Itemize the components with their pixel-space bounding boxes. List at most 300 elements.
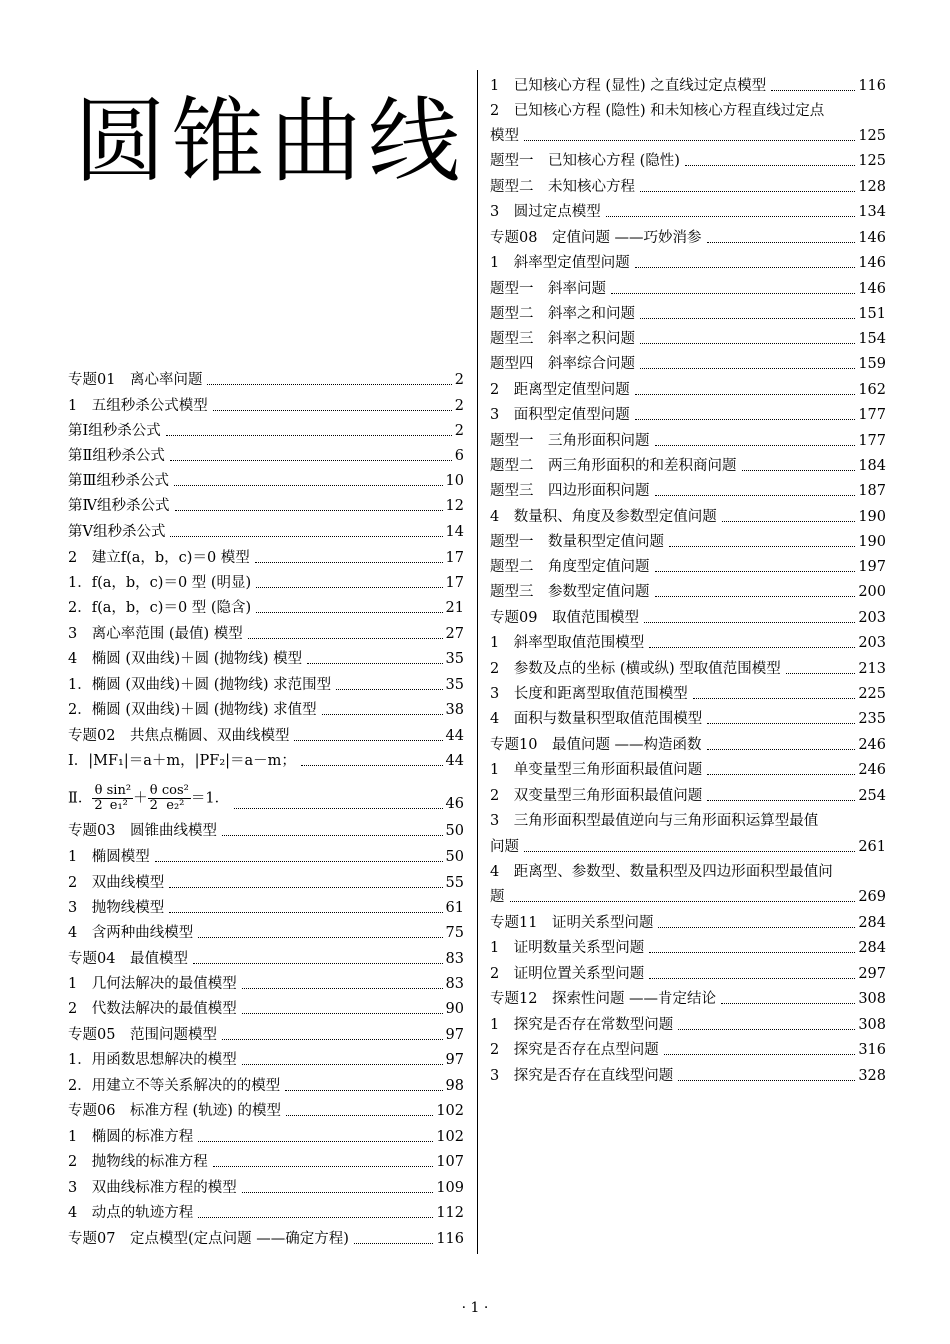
toc-page-number: 55 (445, 875, 464, 891)
dot-leader (722, 521, 856, 522)
dot-leader (655, 571, 856, 572)
toc-page-number: 112 (436, 1205, 464, 1221)
toc-entry[interactable] (490, 229, 886, 247)
toc-entry[interactable] (490, 660, 886, 678)
toc-entry[interactable] (490, 965, 886, 983)
toc-entry[interactable] (490, 863, 833, 881)
toc-entry-title: 专题12 探索性问题 ——肯定结论 (490, 991, 717, 1007)
toc-entry-title: 专题09 取值范围模型 (490, 610, 639, 626)
toc-entry[interactable] (68, 1204, 464, 1222)
toc-page-number: 38 (445, 702, 464, 718)
toc-entry-title: 专题04 最值模型 (68, 951, 188, 967)
toc-page-number: 254 (858, 788, 886, 804)
toc-entry[interactable] (490, 685, 886, 703)
toc-entry[interactable] (490, 381, 886, 399)
toc-page-number: 154 (858, 331, 886, 347)
toc-entry-title: 专题08 定值问题 ——巧妙消参 (490, 230, 702, 246)
toc-page-number: 102 (436, 1129, 464, 1145)
toc-entry[interactable] (68, 1128, 464, 1146)
dot-leader (242, 988, 443, 989)
dot-leader (707, 242, 856, 243)
toc-page-number: 35 (445, 651, 464, 667)
toc-page-number: 190 (858, 509, 886, 525)
toc-entry[interactable] (490, 939, 886, 957)
toc-entry[interactable] (490, 482, 886, 500)
toc-entry[interactable] (68, 1230, 464, 1248)
dot-leader (198, 1217, 433, 1218)
toc-entry-title: 1 单变量型三角形面积最值问题 (490, 762, 703, 778)
toc-page-number: 146 (858, 255, 886, 271)
dot-leader (166, 435, 452, 436)
toc-entry-title: 1 斜率型取值范围模型 (490, 635, 645, 651)
dot-leader (655, 495, 856, 496)
toc-entry-title: 3 圆过定点模型 (490, 204, 601, 220)
toc-entry[interactable] (68, 1000, 464, 1018)
dot-leader (693, 698, 856, 699)
toc-page-number: 162 (858, 382, 886, 398)
toc-page-number: 44 (445, 753, 464, 769)
toc-entry-title: 4 动点的轨迹方程 (68, 1205, 194, 1221)
toc-entry[interactable] (490, 254, 886, 272)
dot-leader (640, 368, 855, 369)
toc-entry[interactable] (490, 203, 886, 221)
toc-entry[interactable] (68, 523, 464, 541)
toc-page-number: 284 (858, 940, 886, 956)
toc-page-number: 177 (858, 407, 886, 423)
toc-entry-title: 题型二 角度型定值问题 (490, 559, 650, 575)
dot-leader (664, 1054, 856, 1055)
toc-entry[interactable] (68, 1077, 464, 1095)
toc-entry-title: 4 面积与数量积型取值范围模型 (490, 711, 703, 727)
toc-entry-title: 题型三 斜率之积问题 (490, 331, 635, 347)
fraction (160, 784, 191, 813)
toc-page-number: 134 (858, 204, 886, 220)
toc-entry[interactable] (490, 77, 886, 95)
toc-page-number: 316 (858, 1042, 886, 1058)
toc-entry-title: 1 几何法解决的最值模型 (68, 976, 237, 992)
toc-page-number: 6 (454, 448, 464, 464)
toc-entry[interactable] (490, 280, 886, 298)
dot-leader (222, 1039, 443, 1040)
fraction (92, 784, 104, 813)
toc-entry[interactable] (490, 609, 886, 627)
toc-page-number: 21 (445, 600, 464, 616)
toc-entry[interactable] (68, 784, 464, 813)
toc-entry-title: 2 双变量型三角形面积最值问题 (490, 788, 703, 804)
fraction (148, 784, 160, 813)
toc-entry-title: 2 证明位置关系型问题 (490, 966, 645, 982)
dot-leader (301, 765, 443, 766)
toc-entry[interactable] (68, 874, 464, 892)
toc-entry[interactable] (68, 975, 464, 993)
toc-entry[interactable] (68, 1179, 464, 1197)
toc-entry[interactable] (490, 178, 886, 196)
toc-entry-title: 模型 (490, 128, 519, 144)
dot-leader (198, 1141, 433, 1142)
toc-entry[interactable] (490, 761, 886, 779)
toc-page-number: 203 (858, 610, 886, 626)
dot-leader (354, 1243, 433, 1244)
toc-entry-title: 题型二 两三角形面积的和差积商问题 (490, 458, 737, 474)
toc-entry[interactable] (68, 727, 464, 745)
toc-page-number: 146 (858, 281, 886, 297)
toc-page-number: 187 (858, 483, 886, 499)
fraction (105, 784, 133, 813)
toc-page-number: 50 (445, 823, 464, 839)
dot-leader (635, 267, 856, 268)
dot-leader (169, 887, 442, 888)
dot-leader (242, 1192, 434, 1193)
toc-page-number: 61 (445, 900, 464, 916)
toc-entry-title: 题 (490, 889, 505, 905)
dot-leader (658, 927, 855, 928)
toc-entry-title: 3 双曲线标准方程的模型 (68, 1180, 237, 1196)
dot-leader (256, 612, 442, 613)
dot-leader (193, 963, 443, 964)
toc-entry[interactable] (490, 457, 886, 475)
toc-entry[interactable] (490, 634, 886, 652)
toc-entry-title: 题型四 斜率综合问题 (490, 356, 635, 372)
toc-entry-title: Ⅱ． $\frac{\theta}{2}$ $\frac{\text{sin²}}{\text{e₁²}}$ ＋ $\frac{\theta}{2}$ $\frac{\text{cos²}}{\text{e₂²}}$ ＝1． (68, 783, 230, 813)
dot-leader (242, 1013, 443, 1014)
toc-entry-title: 专题05 范围问题模型 (68, 1027, 217, 1043)
toc-page-number: 98 (445, 1078, 464, 1094)
dot-leader (640, 318, 855, 319)
toc-page-number: 109 (436, 1180, 464, 1196)
toc-page-number: 328 (858, 1068, 886, 1084)
toc-page-number: 2 (454, 398, 464, 414)
toc-entry[interactable] (490, 1041, 886, 1059)
toc-page-number: 97 (445, 1027, 464, 1043)
toc-entry[interactable] (68, 676, 464, 694)
toc-entry[interactable] (68, 472, 464, 490)
toc-page-number: 17 (445, 575, 464, 591)
toc-entry[interactable] (68, 752, 464, 770)
dot-leader (707, 723, 855, 724)
toc-entry-title: 第Ⅲ组秒杀公式 (68, 473, 169, 489)
toc-entry-title: 1 椭圆模型 (68, 849, 150, 865)
toc-entry[interactable] (68, 1102, 464, 1120)
dot-leader (234, 808, 442, 809)
toc-entry-title: 2 抛物线的标准方程 (68, 1154, 208, 1170)
toc-entry-title: 4 数量积、角度及参数型定值问题 (490, 509, 717, 525)
toc-entry-title: 2 距离型定值型问题 (490, 382, 630, 398)
toc-page-number: 35 (445, 677, 464, 693)
dot-leader (644, 622, 855, 623)
toc-page-number: 90 (445, 1001, 464, 1017)
plus-sign: ＋ (133, 790, 148, 807)
toc-entry-title: 1．用函数思想解决的模型 (68, 1052, 237, 1068)
toc-entry-title: 1．f(a，b，c)＝0 型 (明显) (68, 575, 252, 591)
toc-entry-title: 2 已知核心方程 (隐性) 和未知核心方程直线过定点 (490, 103, 825, 119)
dot-leader (242, 1064, 443, 1065)
dot-leader (640, 343, 855, 344)
dot-leader (606, 216, 856, 217)
toc-entry[interactable] (68, 924, 464, 942)
toc-entry-title: 1．椭圆 (双曲线)＋圆 (抛物线) 求范围型 (68, 677, 332, 693)
toc-entry[interactable] (490, 305, 886, 323)
dot-leader (707, 800, 855, 801)
toc-entry[interactable] (490, 888, 886, 906)
toc-entry-title: 专题06 标准方程 (轨迹) 的模型 (68, 1103, 281, 1119)
toc-page-number: 308 (858, 991, 886, 1007)
toc-entry-title: 题型一 三角形面积问题 (490, 433, 650, 449)
toc-entry[interactable] (490, 838, 886, 856)
toc-entry-title: 题型三 四边形面积问题 (490, 483, 650, 499)
toc-entry[interactable] (68, 625, 464, 643)
toc-page-number: 50 (445, 849, 464, 865)
toc-entry[interactable] (68, 574, 464, 592)
toc-page-number: 203 (858, 635, 886, 651)
toc-page-number: 27 (445, 626, 464, 642)
dot-leader (255, 562, 443, 563)
toc-entry[interactable] (490, 914, 886, 932)
toc-page-number: 200 (858, 584, 886, 600)
toc-entry[interactable] (68, 497, 464, 515)
dot-leader (510, 901, 856, 902)
toc-entry[interactable] (490, 558, 886, 576)
dot-leader (294, 740, 442, 741)
toc-entry-title: 题型一 数量积型定值问题 (490, 534, 664, 550)
toc-page-number: 246 (858, 762, 886, 778)
toc-entry[interactable] (68, 822, 464, 840)
toc-page-number: 261 (858, 839, 886, 855)
dot-leader (336, 689, 442, 690)
toc-entry[interactable] (68, 701, 464, 719)
toc-page-number: 146 (858, 230, 886, 246)
toc-page-number: 128 (858, 179, 886, 195)
toc-entry[interactable] (68, 950, 464, 968)
toc-entry-title: 1 证明数量关系型问题 (490, 940, 645, 956)
dot-leader (685, 165, 855, 166)
dot-leader (640, 191, 855, 192)
fraction-denominator: 2 (94, 798, 103, 813)
dot-leader (198, 937, 442, 938)
toc-entry-title: 题型一 已知核心方程 (隐性) (490, 153, 680, 169)
toc-entry-title: 2 双曲线模型 (68, 875, 165, 891)
toc-entry-title: 专题07 定点模型(定点问题 ——确定方程) (68, 1231, 349, 1247)
toc-page-number: 284 (858, 915, 886, 931)
toc-entry-title: 3 长度和距离型取值范围模型 (490, 686, 688, 702)
toc-entry-title: 2．椭圆 (双曲线)＋圆 (抛物线) 求值型 (68, 702, 317, 718)
dot-leader (285, 1090, 442, 1091)
dot-leader (721, 1003, 855, 1004)
toc-entry-title: 题型二 斜率之和问题 (490, 306, 635, 322)
toc-entry[interactable] (490, 812, 818, 830)
toc-page-number: 83 (445, 976, 464, 992)
toc-entry-title: 第Ⅱ组秒杀公式 (68, 448, 165, 464)
toc-entry-title: 2．f(a，b，c)＝0 型 (隐含) (68, 600, 252, 616)
toc-entry-title: 4 椭圆 (双曲线)＋圆 (抛物线) 模型 (68, 651, 303, 667)
toc-entry-title: 题型三 参数型定值问题 (490, 584, 650, 600)
dot-leader (707, 774, 855, 775)
toc-entry-title: 2．用建立不等关系解决的的模型 (68, 1078, 281, 1094)
dot-leader (678, 1080, 855, 1081)
toc-entry[interactable] (68, 371, 464, 389)
toc-entry[interactable] (490, 787, 886, 805)
toc-entry[interactable] (490, 736, 886, 754)
fraction-denominator: e₁² (109, 798, 128, 813)
dot-leader (213, 1166, 434, 1167)
toc-page-number: 177 (858, 433, 886, 449)
toc-entry-title: 第Ⅴ组秒杀公式 (68, 524, 166, 540)
formula-tail: ＝1． (190, 790, 230, 807)
dot-leader (256, 587, 442, 588)
fraction-denominator: e₂² (166, 798, 185, 813)
toc-entry-title: 1 斜率型定值型问题 (490, 255, 630, 271)
toc-entry-title: 3 面积型定值型问题 (490, 407, 630, 423)
dot-leader (771, 90, 855, 91)
toc-entry[interactable] (68, 1026, 464, 1044)
toc-page-number: 308 (858, 1017, 886, 1033)
dot-leader (669, 546, 855, 547)
toc-entry-title: 3 三角形面积型最值逆向与三角形面积运算型最值 (490, 813, 819, 829)
toc-page-number: 297 (858, 966, 886, 982)
toc-entry[interactable] (490, 990, 886, 1008)
dot-leader (207, 384, 451, 385)
toc-page-number: 269 (858, 889, 886, 905)
toc-entry[interactable] (68, 447, 464, 465)
toc-entry-title: 专题03 圆锥曲线模型 (68, 823, 217, 839)
dot-leader (170, 460, 452, 461)
toc-entry-title: 1 椭圆的标准方程 (68, 1129, 194, 1145)
dot-leader (524, 851, 855, 852)
dot-leader (742, 470, 856, 471)
toc-page-number: 235 (858, 711, 886, 727)
dot-leader (322, 714, 443, 715)
dot-leader (169, 912, 442, 913)
toc-page-number: 159 (858, 356, 886, 372)
dot-leader (649, 978, 855, 979)
dot-leader (155, 861, 443, 862)
dot-leader (655, 445, 856, 446)
fraction-denominator: 2 (149, 798, 158, 813)
toc-entry[interactable] (490, 710, 886, 728)
toc-entry-title: 题型二 未知核心方程 (490, 179, 635, 195)
toc-entry[interactable] (68, 397, 464, 415)
toc-entry-title: 2 参数及点的坐标 (横或纵) 型取值范围模型 (490, 661, 781, 677)
toc-page-number: 125 (858, 128, 886, 144)
toc-entry[interactable] (490, 152, 886, 170)
dot-leader (307, 663, 442, 664)
toc-entry-title: 1 已知核心方程 (显性) 之直线过定点模型 (490, 78, 767, 94)
dot-leader (175, 510, 443, 511)
dot-leader (635, 419, 856, 420)
dot-leader (524, 140, 855, 141)
dot-leader (174, 485, 443, 486)
dot-leader (635, 394, 856, 395)
toc-page-number: 213 (858, 661, 886, 677)
toc-entry-title: 1 五组秒杀公式模型 (68, 398, 208, 414)
dot-leader (222, 835, 443, 836)
toc-entry[interactable] (68, 599, 464, 617)
toc-entry[interactable] (490, 583, 886, 601)
toc-entry-title: 专题01 离心率问题 (68, 372, 203, 388)
dot-leader (786, 673, 856, 674)
toc-page-number: 116 (858, 78, 886, 94)
fraction-numerator: θ (92, 784, 104, 799)
toc-page-number: 17 (445, 550, 464, 566)
toc-page-number: 151 (858, 306, 886, 322)
toc-entry[interactable] (490, 355, 886, 373)
dot-leader (649, 952, 855, 953)
column-divider (477, 70, 478, 1254)
dot-leader (649, 647, 855, 648)
dot-leader (286, 1115, 433, 1116)
dot-leader (248, 638, 443, 639)
toc-entry[interactable] (490, 432, 886, 450)
dot-leader (655, 596, 856, 597)
toc-page-number: 125 (858, 153, 886, 169)
toc-page-number: 190 (858, 534, 886, 550)
toc-entry-title: 第Ⅳ组秒杀公式 (68, 498, 170, 514)
toc-entry-title: Ⅰ．|MF₁|＝a＋m，|PF₂|＝a－m； (68, 753, 296, 769)
toc-entry[interactable] (68, 848, 464, 866)
toc-entry[interactable] (490, 1067, 886, 1085)
dot-leader (611, 293, 855, 294)
toc-entry-title: 4 距离型、参数型、数量积型及四边形面积型最值问 (490, 864, 833, 880)
toc-entry[interactable] (490, 330, 886, 348)
toc-entry[interactable] (490, 1016, 886, 1034)
toc-page-number: 10 (445, 473, 464, 489)
toc-entry[interactable] (68, 549, 464, 567)
fraction-numerator: cos² (161, 783, 189, 798)
toc-entry[interactable] (490, 102, 824, 120)
toc-page-number: 44 (445, 728, 464, 744)
toc-entry-title: 2 代数法解决的最值模型 (68, 1001, 237, 1017)
page-number: · 1 · (461, 1300, 489, 1316)
toc-page-number: 12 (445, 498, 464, 514)
toc-page-number: 83 (445, 951, 464, 967)
toc-page-number: 225 (858, 686, 886, 702)
toc-entry-title: 问题 (490, 839, 519, 855)
toc-page-number: 102 (436, 1103, 464, 1119)
toc-page-number: 46 (445, 796, 464, 812)
toc-entry-title: 3 抛物线模型 (68, 900, 165, 916)
toc-entry[interactable] (68, 650, 464, 668)
toc-entry-title: 4 含两种曲线模型 (68, 925, 194, 941)
toc-entry[interactable] (68, 899, 464, 917)
toc-entry[interactable] (490, 406, 886, 424)
toc-entry[interactable] (68, 1051, 464, 1069)
toc-entry[interactable] (490, 533, 886, 551)
toc-entry-title: 专题11 证明关系型问题 (490, 915, 654, 931)
toc-page-number: 2 (454, 372, 464, 388)
toc-page-number: 197 (858, 559, 886, 575)
toc-entry-title: 1 探究是否存在常数型问题 (490, 1017, 674, 1033)
dot-leader (213, 410, 452, 411)
toc-page-number: 97 (445, 1052, 464, 1068)
toc-page-number: 246 (858, 737, 886, 753)
dot-leader (707, 749, 856, 750)
toc-entry-title: 2 探究是否存在点型问题 (490, 1042, 659, 1058)
toc-entry-title: 专题10 最值问题 ——构造函数 (490, 737, 702, 753)
toc-page-number: 107 (436, 1154, 464, 1170)
toc-page-number: 75 (445, 925, 464, 941)
toc-entry-title: 3 探究是否存在直线型问题 (490, 1068, 674, 1084)
toc-entry-title: 题型一 斜率问题 (490, 281, 606, 297)
toc-entry[interactable] (68, 422, 464, 440)
dot-leader (170, 536, 442, 537)
dot-leader (678, 1029, 855, 1030)
toc-entry-title: 3 离心率范围 (最值) 模型 (68, 626, 243, 642)
toc-page-number: 2 (454, 423, 464, 439)
fraction-numerator: θ (148, 784, 160, 799)
toc-entry[interactable] (68, 1153, 464, 1171)
toc-entry[interactable] (490, 508, 886, 526)
page-title: 圆锥曲线 (74, 88, 467, 195)
toc-entry[interactable] (490, 127, 886, 145)
